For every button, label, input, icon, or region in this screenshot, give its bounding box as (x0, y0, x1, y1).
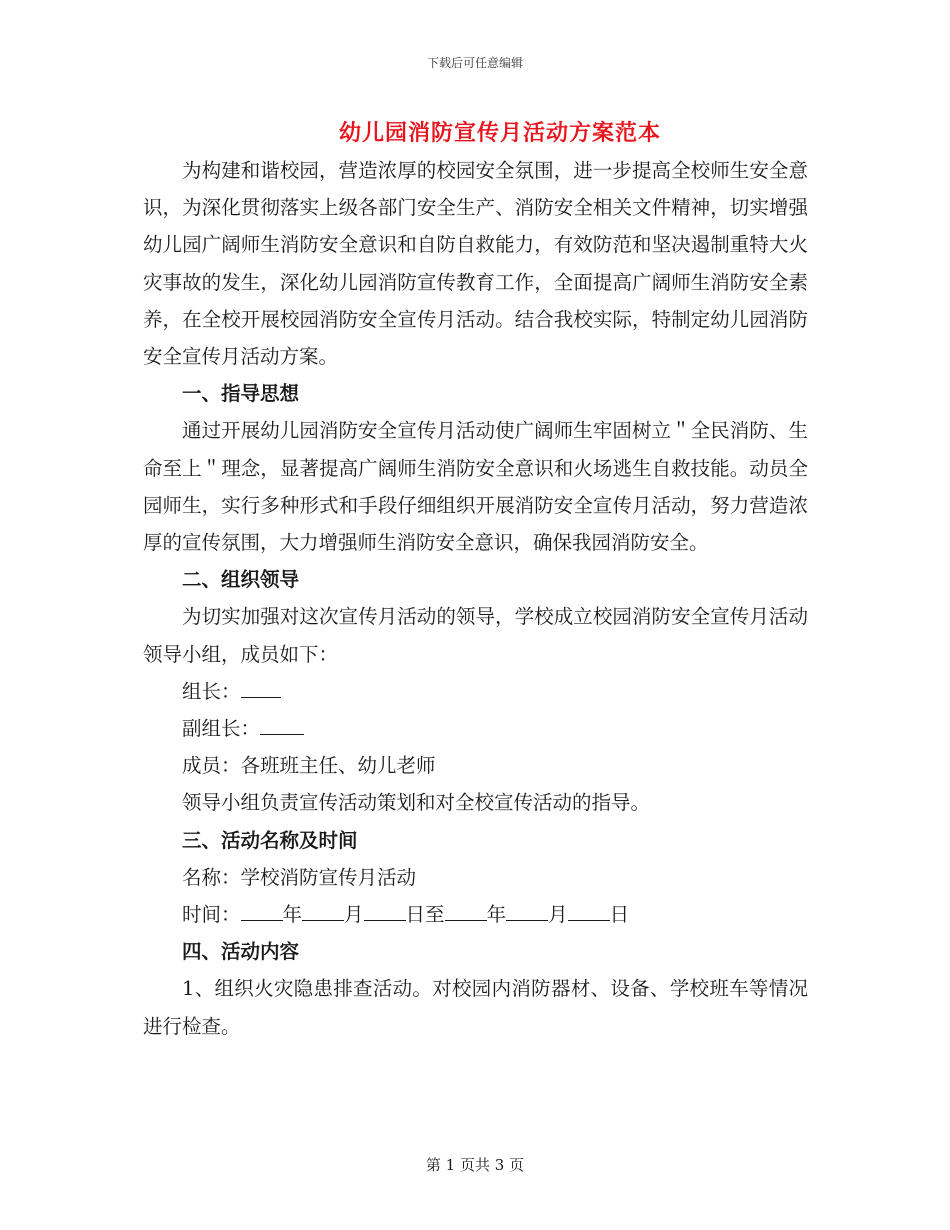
section-heading-guiding-thought: 一、指导思想 (182, 382, 300, 406)
page-number: 第 1 页共 3 页 (425, 1156, 525, 1174)
end-year-blank (445, 900, 487, 921)
organization-paragraph: 为切实加强对这次宣传月活动的领导，学校成立校园消防安全宣传月活动领导小组，成员如下： (143, 605, 808, 666)
year-label-end: 年 (486, 903, 507, 927)
deputy-leader-label: 副组长： (182, 717, 261, 741)
time-label: 时间： (182, 903, 241, 927)
guiding-thought-paragraph: 通过开展幼儿园消防安全宣传月活动使广阔师生牢固树立＂全民消防、生命至上＂理念，显著提高广阔师生消防安全意识和火场逃生自救技能。动员全园师生，实行多种形式和手段仔细组织开展消防安全宣传月活动，努力营造浓厚的宣传氛围，大力增强师生消防安全意识，确保我园消防安全。 (143, 419, 808, 555)
deputy-leader-line (143, 710, 808, 747)
section-heading-activity-content: 四、活动内容 (182, 940, 300, 964)
year-label-start: 年 (282, 903, 303, 927)
leader-line (143, 673, 808, 710)
document-body (143, 152, 808, 1045)
section-heading-organization: 二、组织领导 (182, 568, 300, 592)
start-day-blank (364, 900, 406, 921)
start-year-blank (241, 900, 283, 921)
start-month-blank (302, 900, 344, 921)
month-label-end: 月 (548, 903, 568, 927)
leader-blank (241, 676, 281, 697)
deputy-leader-blank (260, 714, 304, 735)
header-note: 下载后可任意编辑 (426, 56, 523, 70)
end-day-blank (568, 900, 610, 921)
members-line: 成员：各班班主任、幼儿老师 (182, 754, 436, 778)
day-label-end: 日 (609, 903, 630, 927)
section-heading-name-time: 三、活动名称及时间 (182, 828, 358, 852)
day-to-label: 日至 (405, 903, 445, 927)
document-title: 幼儿园消防宣传月活动方案范本 (338, 120, 661, 146)
end-month-blank (506, 900, 548, 921)
activity-item-1: 1、组织火灾隐患排查活动。对校园内消防器材、设备、学校班车等情况进行检查。 (143, 977, 808, 1038)
intro-paragraph: 为构建和谐校园，营造浓厚的校园安全氛围，进一步提高全校师生安全意识，为深化贯彻落实上级各部门安全生产、消防安全相关文件精神，切实增强幼儿园广阔师生消防安全意识和自防自救能力，有效防范和坚决遏制重特大火灾事故的发生，深化幼儿园消防宣传教育工作，全面提高广阔师生消防安全素养，在全校开展校园消防安全宣传月活动。结合我校实际，特制定幼儿园消防安全宣传月活动方案。 (143, 159, 808, 369)
leader-label: 组长： (182, 679, 241, 703)
month-label-start: 月 (344, 903, 364, 927)
activity-name-line: 名称：学校消防宣传月活动 (182, 865, 417, 889)
duty-line: 领导小组负责宣传活动策划和对全校宣传活动的指导。 (182, 791, 651, 815)
activity-time-line (143, 896, 808, 933)
